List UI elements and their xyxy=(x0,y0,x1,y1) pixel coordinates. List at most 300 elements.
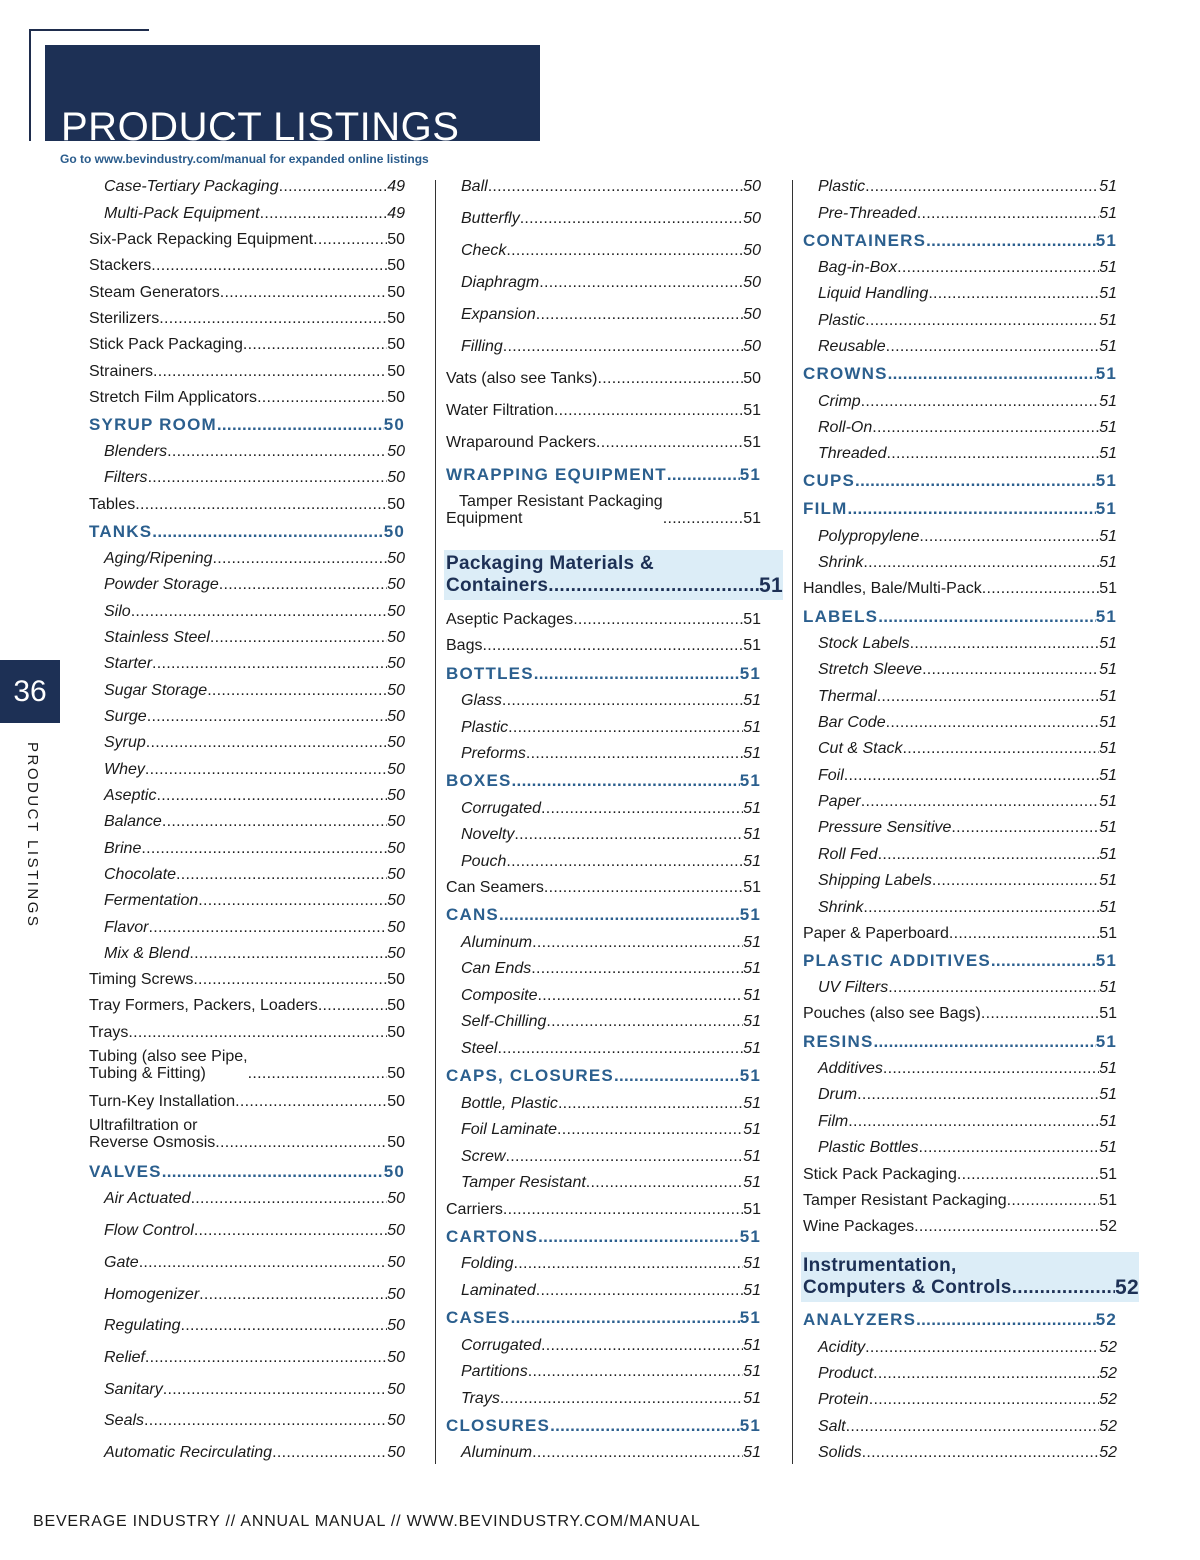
listing-subitem xyxy=(446,1254,761,1274)
page-ref: 52 xyxy=(1095,1310,1117,1329)
page-ref: 50 xyxy=(387,389,405,406)
listing-label: Strainers xyxy=(89,363,154,380)
page-ref: 51 xyxy=(1099,338,1117,355)
listing-subitem xyxy=(446,933,761,953)
listing-label: Aluminum xyxy=(461,934,533,951)
listing-subitem xyxy=(446,1147,761,1167)
leader-dots xyxy=(949,924,1099,944)
category-heading xyxy=(803,607,1117,627)
listing-subitem xyxy=(446,986,761,1006)
listing-label: Shrink xyxy=(818,899,864,916)
listing-label: RESINS xyxy=(803,1032,874,1051)
page-ref: 51 xyxy=(1099,793,1117,810)
listing-subitem xyxy=(89,1253,405,1273)
leader-dots xyxy=(1007,1191,1100,1211)
page-ref: 50 xyxy=(387,603,405,620)
leader-dots xyxy=(544,878,743,898)
page-ref: 51 xyxy=(1095,1032,1117,1051)
listing-item xyxy=(89,1048,405,1082)
listing-subitem xyxy=(803,1338,1117,1358)
listing-label: Folding xyxy=(461,1255,514,1272)
leader-dots xyxy=(878,607,1095,627)
leader-dots xyxy=(194,1221,387,1241)
leader-dots xyxy=(167,442,387,462)
listing-subitem xyxy=(89,944,405,964)
listing-subitem xyxy=(803,845,1117,865)
category-heading xyxy=(446,1308,761,1328)
page-ref: 51 xyxy=(743,1363,761,1380)
leader-dots xyxy=(865,1338,1099,1358)
listing-subitem xyxy=(89,1411,405,1431)
listing-label: Bags xyxy=(446,637,483,654)
listing-subitem xyxy=(446,305,761,325)
listing-label: Fermentation xyxy=(104,892,199,909)
page-ref: 51 xyxy=(1099,285,1117,302)
listing-item xyxy=(89,1092,405,1112)
listing-subitem xyxy=(803,713,1117,733)
leader-dots xyxy=(855,471,1096,491)
listing-item xyxy=(446,610,761,630)
page-ref: 50 xyxy=(743,242,761,259)
page-ref: 51 xyxy=(1095,951,1117,970)
section-heading-band xyxy=(444,550,783,600)
listing-subitem xyxy=(89,1189,405,1209)
listing-item xyxy=(803,1165,1117,1185)
leader-dots xyxy=(213,549,388,569)
title-block xyxy=(45,45,540,141)
listing-label: TANKS xyxy=(89,522,153,541)
listing-label: Stainless Steel xyxy=(104,629,210,646)
category-heading xyxy=(446,771,761,791)
listing-label: Stick Pack Packaging xyxy=(803,1166,957,1183)
leader-dots xyxy=(141,839,387,859)
listing-label: Drum xyxy=(818,1086,858,1103)
section-heading-text: Containers xyxy=(446,575,549,596)
listing-subitem xyxy=(89,628,405,648)
page-ref: 49 xyxy=(387,178,405,195)
listing-label: Film xyxy=(818,1113,849,1130)
page-ref: 52 xyxy=(1099,1365,1117,1382)
listing-label: Shrink xyxy=(818,554,864,571)
listing-subitem xyxy=(803,898,1117,918)
listing-item xyxy=(446,878,761,898)
listing-subitem xyxy=(446,852,761,872)
listing-label: Bag-in-Box xyxy=(818,259,898,276)
listing-label: Brine xyxy=(104,840,142,857)
listing-subitem xyxy=(89,549,405,569)
page-ref: 51 xyxy=(1095,499,1117,518)
listing-label: Threaded xyxy=(818,445,887,462)
listing-label: Tamper Resistant Packaging xyxy=(803,1192,1007,1209)
leader-dots xyxy=(863,553,1099,573)
listing-subitem xyxy=(89,602,405,622)
leader-dots xyxy=(663,510,744,527)
leader-dots xyxy=(257,388,387,408)
listing-label: Plastic xyxy=(818,312,866,329)
listing-label: Steel xyxy=(461,1040,498,1057)
page-ref: 50 xyxy=(387,734,405,751)
listing-item xyxy=(803,924,1117,944)
leader-dots xyxy=(932,871,1099,891)
page-ref: 50 xyxy=(387,310,405,327)
leader-dots xyxy=(914,1217,1099,1237)
listing-subitem xyxy=(89,733,405,753)
page-ref: 50 xyxy=(743,370,761,387)
section-heading-line xyxy=(446,553,783,575)
category-heading xyxy=(803,1310,1117,1330)
leader-dots xyxy=(526,744,743,764)
listing-subitem xyxy=(89,760,405,780)
page-ref: 51 xyxy=(1099,1192,1117,1209)
listing-label: Pouch xyxy=(461,853,507,870)
listing-label: Trays xyxy=(461,1390,500,1407)
leader-dots xyxy=(176,865,387,885)
listing-subitem xyxy=(446,1336,761,1356)
listing-label: Plastic Bottles xyxy=(818,1139,919,1156)
listing-label: Sterilizers xyxy=(89,310,160,327)
leader-dots xyxy=(279,177,388,197)
leader-dots xyxy=(554,401,743,421)
page-ref: 50 xyxy=(387,971,405,988)
leader-dots xyxy=(148,918,387,938)
leader-dots xyxy=(148,468,388,488)
listing-label: Water Filtration xyxy=(446,402,554,419)
leader-dots xyxy=(541,799,743,819)
listing-item xyxy=(89,362,405,382)
page-ref: 51 xyxy=(743,1337,761,1354)
listing-label: Bar Code xyxy=(818,714,886,731)
listing-label: Aseptic xyxy=(104,787,157,804)
page-number: 36 xyxy=(0,660,60,723)
leader-dots xyxy=(982,579,1099,599)
page-ref: 51 xyxy=(1099,899,1117,916)
listing-subitem xyxy=(89,442,405,462)
listing-label: Tubing (also see Pipe, Tubing & Fitting) xyxy=(89,1048,248,1082)
category-heading xyxy=(89,522,405,542)
leader-dots xyxy=(217,415,384,435)
page-ref: 51 xyxy=(1099,1139,1117,1156)
listing-label: LABELS xyxy=(803,607,879,626)
listing-label: Can Ends xyxy=(461,960,532,977)
listing-label: Acidity xyxy=(818,1339,866,1356)
page-ref: 50 xyxy=(387,363,405,380)
listing-subitem xyxy=(803,739,1117,759)
corner-rule-horizontal xyxy=(30,29,149,31)
page-ref: 51 xyxy=(739,771,761,790)
listing-subitem xyxy=(89,1316,405,1336)
listing-subitem xyxy=(446,1012,761,1032)
leader-dots xyxy=(886,713,1100,733)
listing-label: Balance xyxy=(104,813,162,830)
listing-subitem xyxy=(803,1364,1117,1384)
listing-item xyxy=(446,636,761,656)
page-ref: 51 xyxy=(743,1255,761,1272)
listing-subitem xyxy=(446,691,761,711)
listing-item xyxy=(89,388,405,408)
leader-dots xyxy=(152,522,383,542)
listing-subitem xyxy=(89,812,405,832)
page-ref: 50 xyxy=(387,1444,405,1461)
category-heading xyxy=(89,415,405,435)
listing-label: VALVES xyxy=(89,1162,162,1181)
page-ref: 50 xyxy=(387,1134,405,1151)
leader-dots xyxy=(910,634,1100,654)
listing-subitem xyxy=(89,468,405,488)
listing-label: Ultrafiltration or Reverse Osmosis xyxy=(89,1117,216,1151)
page-ref: 51 xyxy=(743,402,761,419)
listing-label: Protein xyxy=(818,1391,869,1408)
listing-label: Product xyxy=(818,1365,874,1382)
page-ref: 51 xyxy=(743,1174,761,1191)
leader-dots xyxy=(191,1189,388,1209)
listing-item xyxy=(89,309,405,329)
listing-label: BOTTLES xyxy=(446,664,534,683)
listing-item xyxy=(803,1191,1117,1211)
listing-subitem xyxy=(446,1362,761,1382)
page-ref: 51 xyxy=(1099,205,1117,222)
leader-dots xyxy=(883,1059,1099,1079)
page-ref: 51 xyxy=(743,1040,761,1057)
page-ref: 50 xyxy=(387,761,405,778)
page-ref: 51 xyxy=(743,853,761,870)
listing-label: PLASTIC ADDITIVES xyxy=(803,951,991,970)
page-ref: 50 xyxy=(387,284,405,301)
listing-subitem xyxy=(89,1443,405,1463)
leader-dots xyxy=(536,305,743,325)
page-ref: 51 xyxy=(1099,714,1117,731)
page-ref: 50 xyxy=(383,415,405,434)
page-ref: 50 xyxy=(387,945,405,962)
listing-subitem xyxy=(803,418,1117,438)
listing-subitem xyxy=(89,575,405,595)
listing-label: Solids xyxy=(818,1444,862,1461)
page-ref: 51 xyxy=(743,1095,761,1112)
page-ref: 51 xyxy=(743,1148,761,1165)
leader-dots xyxy=(888,978,1099,998)
listing-subitem xyxy=(803,258,1117,278)
leader-dots xyxy=(861,392,1100,412)
page-ref: 52 xyxy=(1099,1418,1117,1435)
leader-dots xyxy=(198,891,387,911)
page-ref: 50 xyxy=(743,210,761,227)
listing-label: Flavor xyxy=(104,919,149,936)
leader-dots xyxy=(131,602,388,622)
listing-label: Carriers xyxy=(446,1201,503,1218)
leader-dots xyxy=(189,944,387,964)
leader-dots xyxy=(1012,1277,1115,1299)
listing-label: Partitions xyxy=(461,1363,528,1380)
listing-label: Bottle, Plastic xyxy=(461,1095,558,1112)
leader-dots xyxy=(503,337,743,357)
listing-label: Foil xyxy=(818,767,844,784)
listing-item xyxy=(89,970,405,990)
page-ref: 51 xyxy=(743,934,761,951)
listing-subitem xyxy=(803,1417,1117,1437)
listing-label: ANALYZERS xyxy=(803,1310,917,1329)
page-ref: 51 xyxy=(1099,635,1117,652)
listing-item xyxy=(89,335,405,355)
page-ref: 51 xyxy=(1099,767,1117,784)
section-heading-line xyxy=(803,1277,1139,1299)
listing-label: Automatic Recirculating xyxy=(104,1444,273,1461)
category-heading xyxy=(446,1416,761,1436)
leader-dots xyxy=(844,766,1099,786)
leader-dots xyxy=(957,1165,1099,1185)
leader-dots xyxy=(888,364,1096,384)
page-ref: 50 xyxy=(383,1162,405,1181)
page-ref: 51 xyxy=(1099,1005,1117,1022)
listing-label: Can Seamers xyxy=(446,879,544,896)
listing-label: Foil Laminate xyxy=(461,1121,558,1138)
category-heading xyxy=(803,471,1117,491)
listing-label: CUPS xyxy=(803,471,856,490)
listing-subitem xyxy=(803,660,1117,680)
listing-subitem xyxy=(89,1221,405,1241)
listing-subitem xyxy=(803,1085,1117,1105)
listing-subitem xyxy=(446,1094,761,1114)
page-ref: 51 xyxy=(1099,846,1117,863)
leader-dots xyxy=(550,1416,740,1436)
leader-dots xyxy=(162,812,387,832)
listing-label: Six-Pack Repacking Equipment xyxy=(89,231,314,248)
leader-dots xyxy=(505,1147,743,1167)
listing-label: Sugar Storage xyxy=(104,682,208,699)
listing-subitem xyxy=(803,527,1117,547)
listing-label: Ball xyxy=(461,178,488,195)
listing-label: Stick Pack Packaging xyxy=(89,336,243,353)
leader-dots xyxy=(502,691,743,711)
leader-dots xyxy=(219,575,387,595)
page-ref: 50 xyxy=(743,306,761,323)
leader-dots xyxy=(482,636,743,656)
page-ref: 50 xyxy=(387,1065,405,1082)
page-ref: 51 xyxy=(1099,819,1117,836)
listing-subitem xyxy=(803,1112,1117,1132)
leader-dots xyxy=(532,933,743,953)
page-ref: 51 xyxy=(1095,231,1117,250)
leader-dots xyxy=(260,204,388,224)
leader-dots xyxy=(558,1094,743,1114)
leader-dots xyxy=(614,1066,740,1086)
page-ref: 50 xyxy=(387,682,405,699)
leader-dots xyxy=(877,687,1100,707)
listing-subitem xyxy=(803,634,1117,654)
page-ref: 51 xyxy=(1095,471,1117,490)
leader-dots xyxy=(243,335,387,355)
page-ref: 50 xyxy=(387,892,405,909)
listing-label: Timing Screws xyxy=(89,971,194,988)
leader-dots xyxy=(536,1281,743,1301)
page-ref: 51 xyxy=(743,1390,761,1407)
page-ref: 51 xyxy=(1099,1060,1117,1077)
leader-dots xyxy=(539,273,743,293)
listing-item xyxy=(89,1117,405,1151)
leader-dots xyxy=(156,786,387,806)
leader-dots xyxy=(235,1092,387,1112)
listing-label: Reusable xyxy=(818,338,886,355)
leader-dots xyxy=(145,760,387,780)
leader-dots xyxy=(573,610,743,630)
page-ref: 51 xyxy=(1099,925,1117,942)
leader-dots xyxy=(528,1362,744,1382)
category-heading xyxy=(446,465,761,485)
page-ref: 51 xyxy=(1095,607,1117,626)
listing-item xyxy=(89,996,405,1016)
listing-subitem xyxy=(803,392,1117,412)
page-ref: 51 xyxy=(743,1282,761,1299)
page-ref: 52 xyxy=(1099,1339,1117,1356)
leader-dots xyxy=(508,718,743,738)
listing-label: Self-Chilling xyxy=(461,1013,547,1030)
listing-label: CARTONS xyxy=(446,1227,539,1246)
listing-subitem xyxy=(803,284,1117,304)
listing-label: Laminated xyxy=(461,1282,536,1299)
leader-dots xyxy=(548,575,759,597)
listing-label: CAPS, CLOSURES xyxy=(446,1066,614,1085)
leader-dots xyxy=(512,771,740,791)
listing-label: Handles, Bale/Multi-Pack xyxy=(803,580,982,597)
listing-label: Blenders xyxy=(104,443,168,460)
listing-subitem xyxy=(803,1138,1117,1158)
page-ref: 51 xyxy=(739,664,761,683)
online-listings-note: Go to www.bevindustry.com/manual for expanded online listings xyxy=(60,152,429,166)
listing-subitem xyxy=(446,959,761,979)
page-ref: 50 xyxy=(387,257,405,274)
leader-dots xyxy=(272,1443,387,1463)
page-ref: 50 xyxy=(387,1412,405,1429)
listing-subitem xyxy=(803,1443,1117,1463)
listing-label: Trays xyxy=(89,1024,129,1041)
page-ref: 50 xyxy=(387,840,405,857)
page-ref: 50 xyxy=(387,1024,405,1041)
category-heading xyxy=(803,231,1117,251)
leader-dots xyxy=(865,177,1099,197)
listing-subitem xyxy=(803,978,1117,998)
page-ref: 51 xyxy=(1099,580,1117,597)
leader-dots xyxy=(922,660,1099,680)
page-ref: 50 xyxy=(387,443,405,460)
listing-label: Paper & Paperboard xyxy=(803,925,949,942)
listing-label: Check xyxy=(461,242,507,259)
leader-dots xyxy=(534,664,740,684)
listing-label: Turn-Key Installation xyxy=(89,1093,236,1110)
leader-dots xyxy=(520,209,744,229)
listing-label: Roll-On xyxy=(818,419,873,436)
page-ref: 51 xyxy=(1099,528,1117,545)
page-ref: 51 xyxy=(743,1013,761,1030)
listing-subitem xyxy=(803,1059,1117,1079)
leader-dots xyxy=(919,527,1099,547)
page-ref: 51 xyxy=(1099,393,1117,410)
page-ref: 51 xyxy=(1099,1113,1117,1130)
listing-label: Shipping Labels xyxy=(818,872,932,889)
leader-dots xyxy=(532,1443,743,1463)
page-ref: 50 xyxy=(387,1349,405,1366)
leader-dots xyxy=(916,1310,1096,1330)
page-ref: 51 xyxy=(743,719,761,736)
leader-dots xyxy=(163,1380,388,1400)
listing-label: Pre-Threaded xyxy=(818,205,917,222)
page-title: PRODUCT LISTINGS xyxy=(61,105,460,141)
listing-item xyxy=(803,1004,1117,1024)
listing-subitem xyxy=(89,839,405,859)
listing-item xyxy=(446,493,761,527)
section-heading-line xyxy=(803,1255,1139,1277)
page-ref: 50 xyxy=(387,336,405,353)
listing-label: Plastic xyxy=(461,719,509,736)
listing-label: Chocolate xyxy=(104,866,177,883)
listing-subitem xyxy=(446,177,761,197)
